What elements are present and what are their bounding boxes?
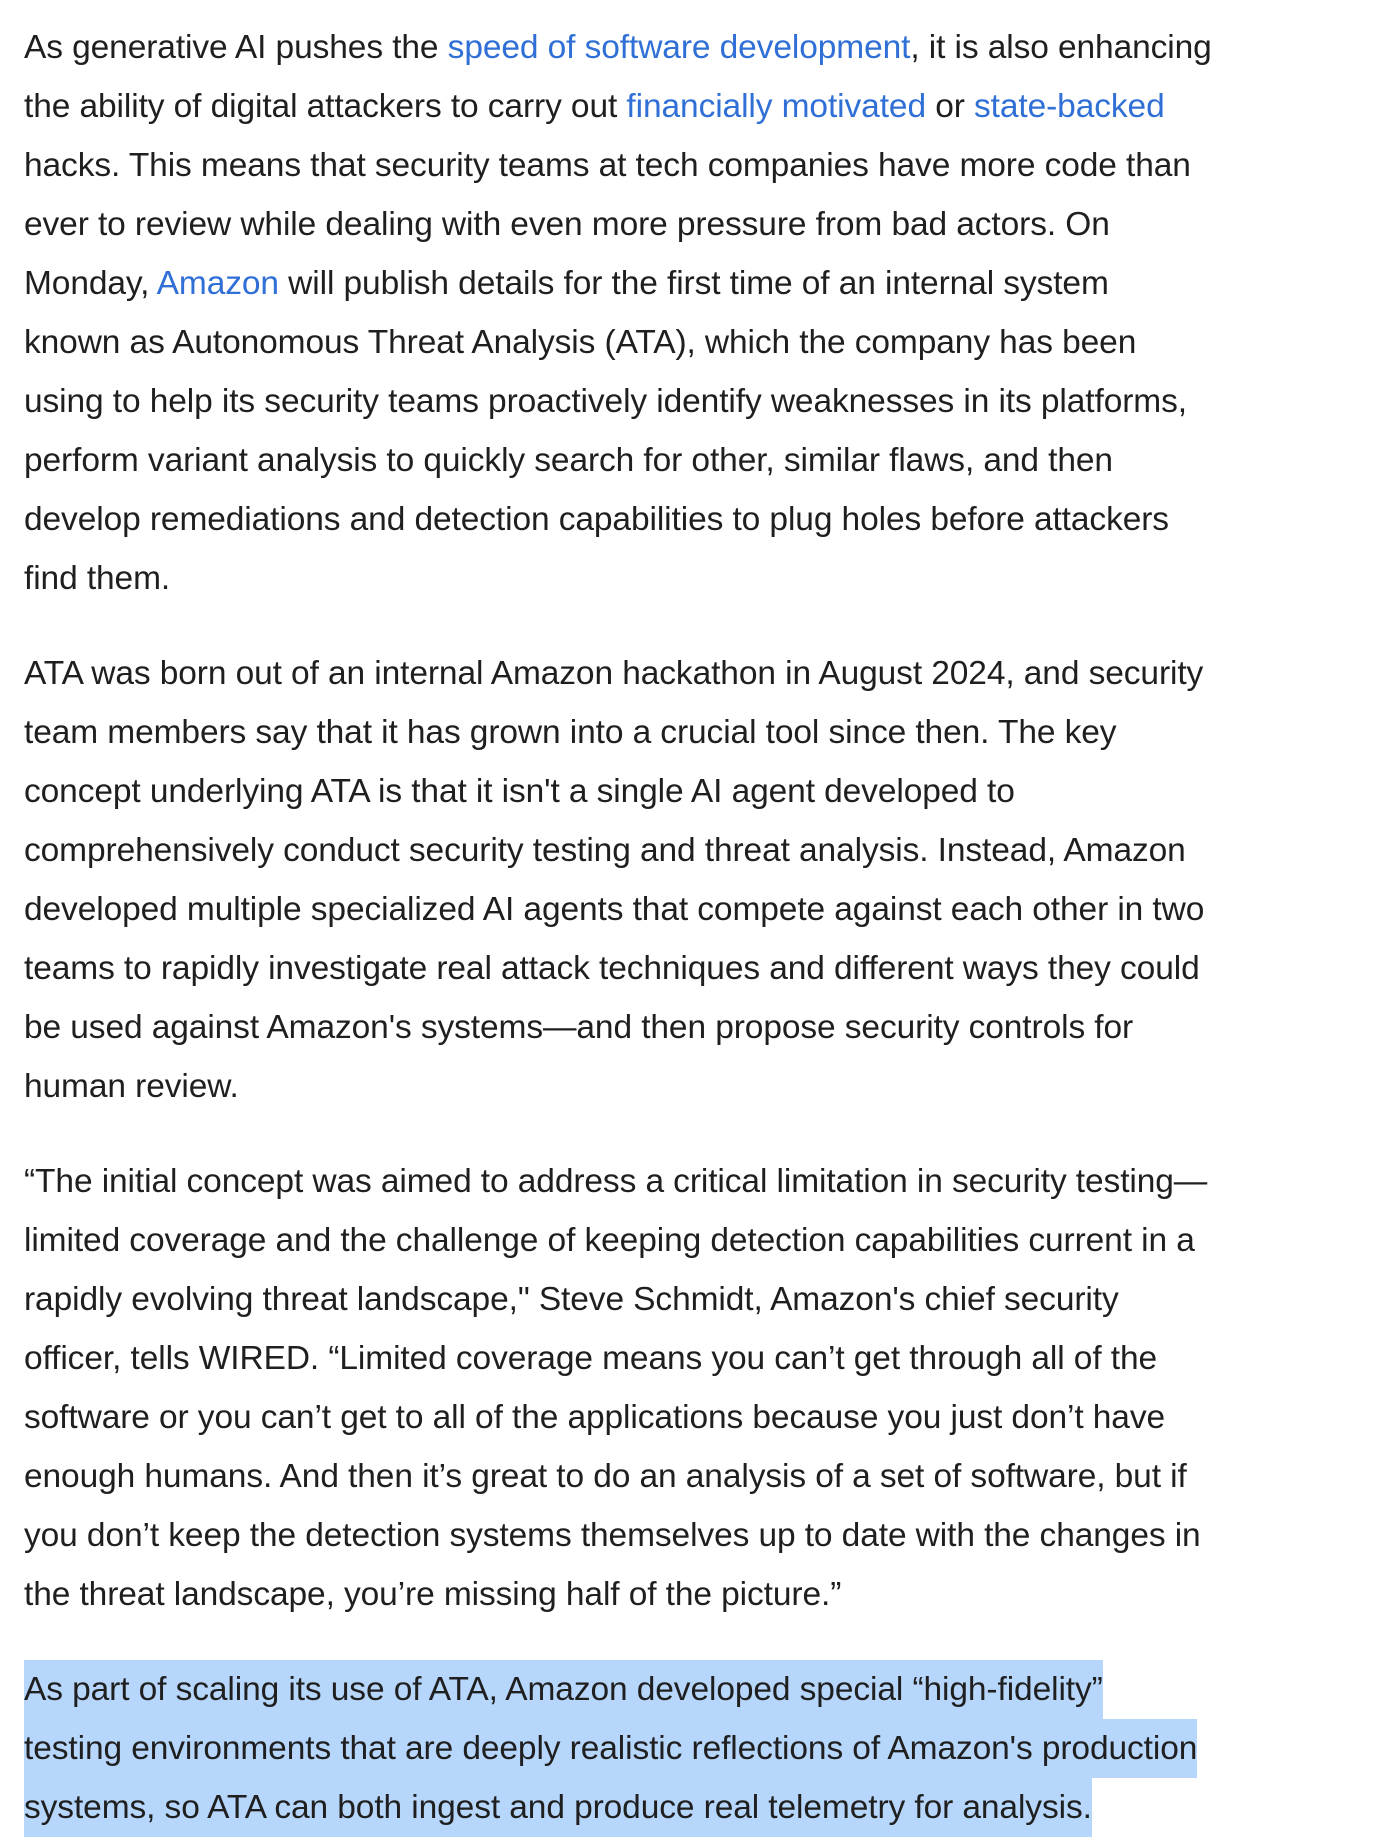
- text-line: software or you can’t get to all of the applications because you just don’t have: [24, 1399, 1166, 1436]
- text-line: the threat landscape, you’re missing half of the picture.”: [24, 1576, 842, 1613]
- text-line: limited coverage and the challenge of keeping detection capabilities current in a: [24, 1222, 1195, 1259]
- text-line: [24, 1778, 1344, 1837]
- text-line: using to help its security teams proactively identify weaknesses in its platforms,: [24, 383, 1187, 420]
- text-line: human review.: [24, 1068, 239, 1105]
- link-speed-of-software-development[interactable]: speed of software development: [447, 29, 911, 66]
- text-line: [24, 1660, 1344, 1719]
- paragraph-intro: [24, 18, 1344, 608]
- selection-highlight: systems, so ATA can both ingest and produce real telemetry for analysis.: [24, 1778, 1092, 1837]
- link-state-backed[interactable]: state-backed: [974, 88, 1165, 125]
- text-line: develop remediations and detection capabilities to plug holes before attackers: [24, 501, 1169, 538]
- text-line: developed multiple specialized AI agents that compete against each other in two: [24, 891, 1205, 928]
- link-financially-motivated[interactable]: financially motivated: [626, 88, 926, 125]
- paragraph-ata-origin: [24, 644, 1344, 1116]
- text-line: “The initial concept was aimed to address a critical limitation in security testing—: [24, 1163, 1208, 1200]
- text-line: ATA was born out of an internal Amazon hackathon in August 2024, and security: [24, 655, 1204, 692]
- text-line: known as Autonomous Threat Analysis (ATA), which the company has been: [24, 324, 1137, 361]
- text-line: be used against Amazon's systems—and then propose security controls for: [24, 1009, 1134, 1046]
- selection-highlight: testing environments that are deeply realistic reflections of Amazon's production: [24, 1719, 1197, 1778]
- text-line: find them.: [24, 560, 171, 597]
- text-line: officer, tells WIRED. “Limited coverage means you can’t get through all of the: [24, 1340, 1157, 1377]
- text-line: hacks. This means that security teams at tech companies have more code than: [24, 147, 1191, 184]
- text-line: the ability of digital attackers to carry out financially motivated or state-backed: [24, 88, 1165, 125]
- text-line: enough humans. And then it’s great to do an analysis of a set of software, but if: [24, 1458, 1187, 1495]
- text-line: rapidly evolving threat landscape," Steve Schmidt, Amazon's chief security: [24, 1281, 1119, 1318]
- text-line: [24, 1719, 1344, 1778]
- link-amazon[interactable]: Amazon: [156, 265, 279, 302]
- text-line: perform variant analysis to quickly search for other, similar flaws, and then: [24, 442, 1113, 479]
- paragraph-highlighted-selection[interactable]: [24, 1660, 1344, 1837]
- text-line: As generative AI pushes the speed of software development, it is also enhancing: [24, 29, 1212, 66]
- paragraph-quote: [24, 1152, 1344, 1624]
- selection-highlight: As part of scaling its use of ATA, Amazon developed special “high-fidelity”: [24, 1660, 1103, 1719]
- text-line: concept underlying ATA is that it isn't a single AI agent developed to: [24, 773, 1015, 810]
- text-line: teams to rapidly investigate real attack techniques and different ways they could: [24, 950, 1200, 987]
- text-line: Monday, Amazon will publish details for the first time of an internal system: [24, 265, 1109, 302]
- text-line: ever to review while dealing with even more pressure from bad actors. On: [24, 206, 1110, 243]
- text-line: comprehensively conduct security testing and threat analysis. Instead, Amazon: [24, 832, 1186, 869]
- text-line: team members say that it has grown into a crucial tool since then. The key: [24, 714, 1117, 751]
- article-body: [24, 18, 1344, 1837]
- text-line: you don’t keep the detection systems themselves up to date with the changes in: [24, 1517, 1201, 1554]
